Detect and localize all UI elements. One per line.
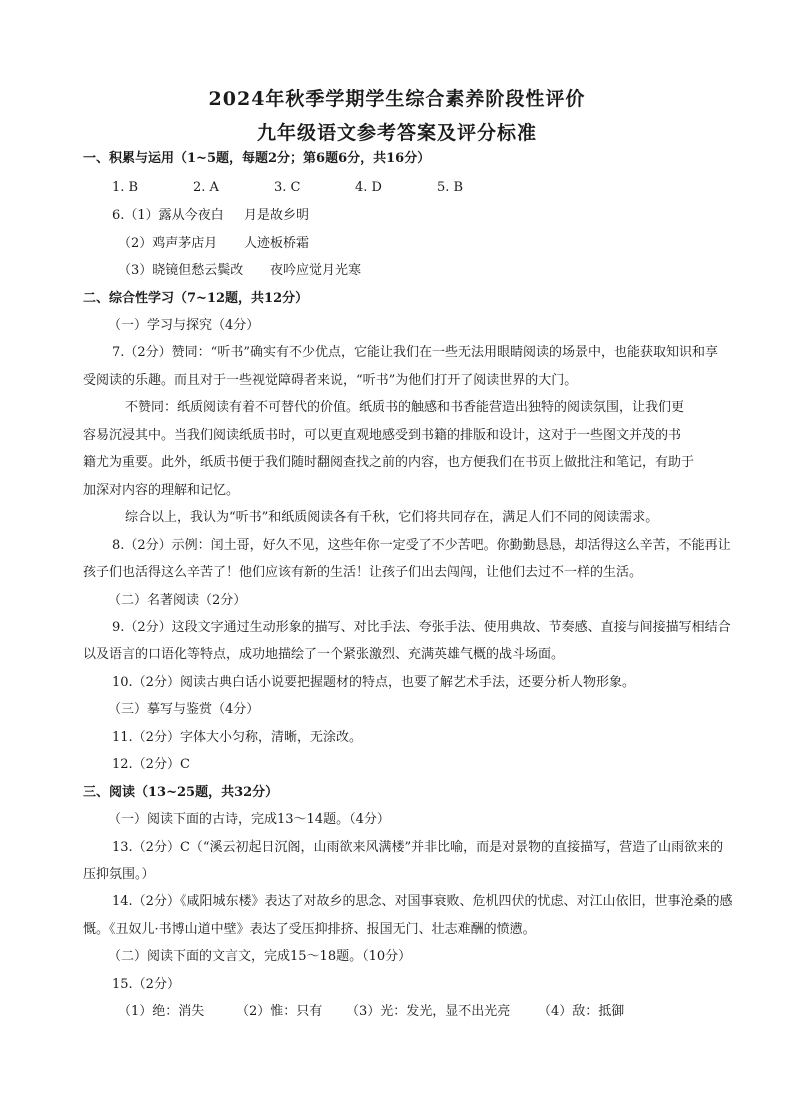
q6-1-second: 月是故乡明 (244, 208, 310, 223)
q6-3-first: （3）晓镜但愁云鬓改 (118, 263, 244, 278)
page-title-line2: 九年级语文参考答案及评分标准 (256, 122, 537, 144)
page-title-line1: 2024年秋季学期学生综合素养阶段性评价 (208, 88, 586, 110)
q14-line2: 慨。《丑奴儿·书博山道中壁》表达了受压抑排挤、报国无门、壮志难酬的愤懑。 (83, 922, 536, 937)
q13-line1: 13.（2分）C（“溪云初起日沉阁，山雨欲来风满楼”并非比喻，而是对景物的直接描写，营造了山雨欲来的 (112, 840, 724, 855)
section2-part3: （三）摹写与鉴赏（4分） (108, 702, 260, 717)
q10: 10.（2分）阅读古典白话小说要把握题材的特点，也要了解艺术手法，还要分析人物形象。 (112, 675, 635, 690)
q7-line6: 加深对内容的理解和记忆。 (83, 483, 240, 498)
mc-answer-3: 3. C (274, 180, 301, 195)
q6-2-first: （2）鸡声茅店月 (118, 236, 218, 251)
section2-part1: （一）学习与探究（4分） (108, 318, 260, 333)
q7-line5: 籍尤为重要。此外，纸质书便于我们随时翻阅查找之前的内容，也方便我们在书页上做批注和笔记，有助于 (83, 455, 695, 470)
q13-line2: 压抑氛围。） (83, 867, 155, 882)
q9-line1: 9.（2分）这段文字通过生动形象的描写、对比手法、夸张手法、使用典故、节奏感、直接与间接描写相结合 (112, 620, 731, 635)
section2-heading: 二、综合性学习（7~12题，共12分） (83, 291, 309, 306)
section3-part1: （一）阅读下面的古诗，完成13～14题。（4分） (108, 812, 390, 827)
q7-line7: 综合以上，我认为“听书”和纸质阅读各有千秋，它们将共同存在，满足人们不同的阅读需求。 (125, 510, 659, 525)
q15-item-4: （4）敌：抵御 (538, 1004, 625, 1019)
q6-3-second: 夜吟应觉月光寒 (270, 263, 362, 278)
q11: 11.（2分）字体大小匀称，清晰，无涂改。 (112, 730, 362, 745)
q15-item-3: （3）光：发光，显不出光亮 (346, 1004, 511, 1019)
q7-line2: 受阅读的乐趣。而且对于一些视觉障碍者来说，“听书”为他们打开了阅读世界的大门。 (83, 373, 578, 388)
q12: 12.（2分）C (112, 757, 190, 772)
q6-1-first: 6.（1）露从今夜白 (112, 208, 224, 223)
section3-part2: （二）阅读下面的文言文，完成15～18题。（10分） (108, 949, 412, 964)
mc-answer-4: 4. D (355, 180, 382, 195)
q6-2-second: 人迹板桥霜 (244, 236, 310, 251)
q15: 15.（2分） (112, 977, 180, 992)
mc-answer-1: 1. B (112, 180, 139, 195)
q14-line1: 14.（2分）《咸阳城东楼》表达了对故乡的思念、对国事衰败、危机四伏的忧虑、对江山依旧，世事沧桑的感 (112, 894, 733, 909)
q8-line2: 孩子们也活得这么辛苦了！他们应该有新的生活！让孩子们出去闯闯，让他们去过不一样的生活。 (83, 565, 643, 580)
mc-answer-2: 2. A (193, 180, 219, 195)
q8-line1: 8.（2分）示例：闰土哥，好久不见，这些年你一定受了不少苦吧。你勤勤恳恳，却活得这么辛苦，不能再让 (112, 538, 731, 553)
section3-heading: 三、阅读（13~25题，共32分） (83, 785, 279, 800)
section2-part2: （二）名著阅读（2分） (108, 593, 247, 608)
q15-item-1: （1）绝：消失 (118, 1004, 205, 1019)
q7-line4: 容易沉浸其中。当我们阅读纸质书时，可以更直观地感受到书籍的排版和设计，这对于一些图文并茂的书 (83, 428, 682, 443)
q15-item-2: （2）惟：只有 (236, 1004, 323, 1019)
q9-line2: 以及语言的口语化等特点，成功地描绘了一个紧张激烈、充满英雄气概的战斗场面。 (83, 647, 565, 662)
q7-line1: 7.（2分）赞同：“听书”确实有不少优点，它能让我们在一些无法用眼睛阅读的场景中，也能获取知识和享 (112, 345, 718, 360)
section1-heading: 一、积累与运用（1~5题，每题2分；第6题6分，共16分） (83, 151, 431, 166)
mc-answer-5: 5. B (437, 180, 464, 195)
q7-line3: 不赞同：纸质阅读有着不可替代的价值。纸质书的触感和书香能营造出独特的阅读氛围，让我们更 (125, 400, 685, 415)
